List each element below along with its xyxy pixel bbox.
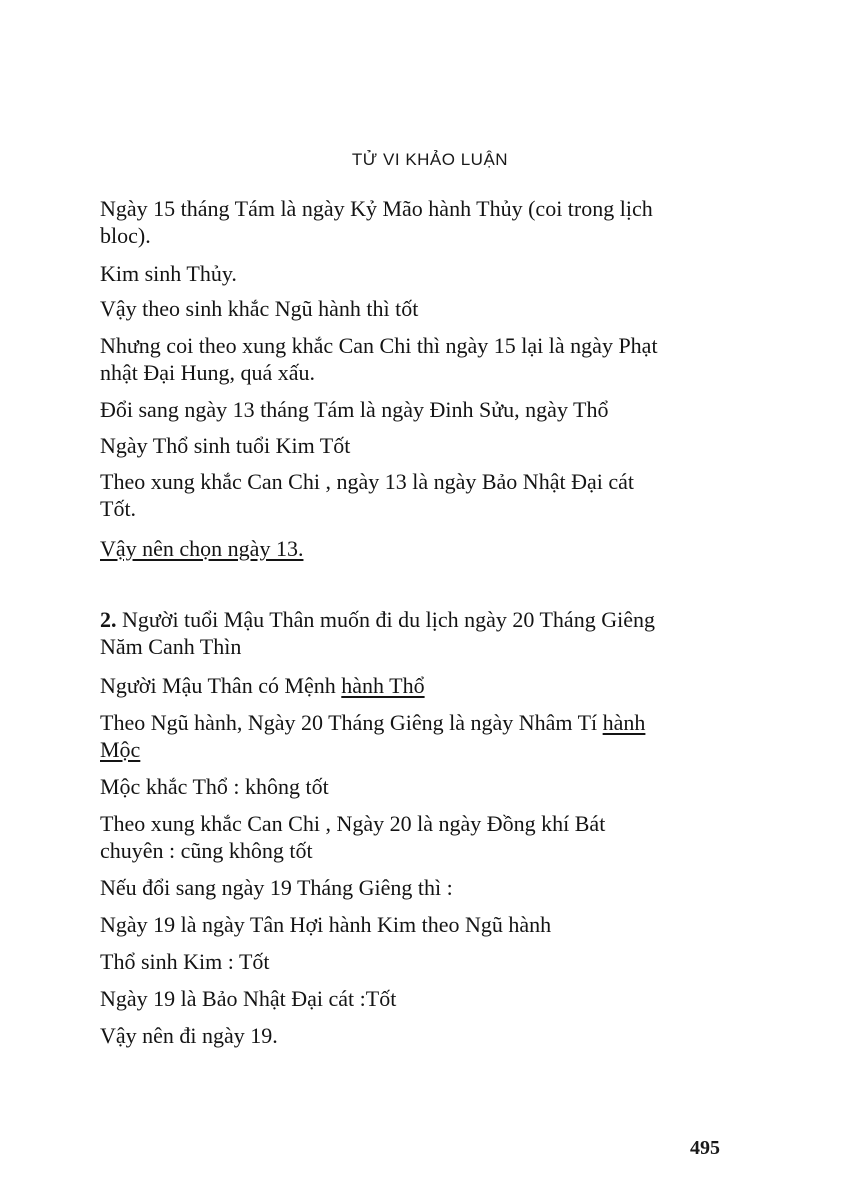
text-line: Vậy nên đi ngày 19. <box>100 1023 278 1048</box>
text-line: Thổ sinh Kim : Tốt <box>100 949 270 974</box>
text-line: Theo xung khắc Can Chi , ngày 13 là ngày Bảo Nhật Đại cát <box>100 469 634 494</box>
text-line: Tốt. <box>100 496 137 521</box>
text-line: chuyên : cũng không tốt <box>100 838 313 863</box>
text-line: Ngày Thổ sinh tuổi Kim Tốt <box>100 433 351 458</box>
text-line: Mộc <box>100 737 141 762</box>
text-line: Kim sinh Thủy. <box>100 261 237 286</box>
section-number: 2. <box>100 607 117 632</box>
conclusion-line: Vậy nên chọn ngày 13. <box>100 536 304 561</box>
page-number: 495 <box>690 1137 720 1159</box>
running-header: TỬ VI KHẢO LUẬN <box>351 150 509 169</box>
ngu-hanh-prefix: Theo Ngũ hành, Ngày 20 Tháng Giêng là ngày Nhâm Tí <box>100 710 603 735</box>
section-heading <box>100 606 740 634</box>
section-heading-text: Người tuổi Mậu Thân muốn đi du lịch ngày 20 Tháng Giêng <box>122 607 655 632</box>
text-line: Năm Canh Thìn <box>100 634 242 659</box>
text-line: Mộc khắc Thổ : không tốt <box>100 774 329 799</box>
text-line: Nhưng coi theo xung khắc Can Chi thì ngày 15 lại là ngày Phạt <box>100 333 658 358</box>
text-line: Nếu đổi sang ngày 19 Tháng Giêng thì : <box>100 875 453 900</box>
ngu-hanh-underlined: hành <box>602 710 646 735</box>
text-line: Theo xung khắc Can Chi , Ngày 20 là ngày Đồng khí Bát <box>100 811 606 836</box>
menh-underlined: hành Thổ <box>341 673 425 698</box>
text-line: Ngày 19 là Bảo Nhật Đại cát :Tốt <box>100 986 397 1011</box>
text-line: Ngày 15 tháng Tám là ngày Kỷ Mão hành Thủy (coi trong lịch <box>100 196 653 221</box>
text-line: Vậy theo sinh khắc Ngũ hành thì tốt <box>100 296 419 321</box>
menh-prefix: Người Mậu Thân có Mệnh <box>100 673 342 698</box>
menh-line <box>100 672 740 700</box>
ngu-hanh-line <box>100 709 740 737</box>
text-line: Đổi sang ngày 13 tháng Tám là ngày Đinh Sửu, ngày Thổ <box>100 397 609 422</box>
text-line: bloc). <box>100 223 151 248</box>
text-line: nhật Đại Hung, quá xấu. <box>100 360 316 385</box>
text-line: Ngày 19 là ngày Tân Hợi hành Kim theo Ngũ hành <box>100 912 552 937</box>
